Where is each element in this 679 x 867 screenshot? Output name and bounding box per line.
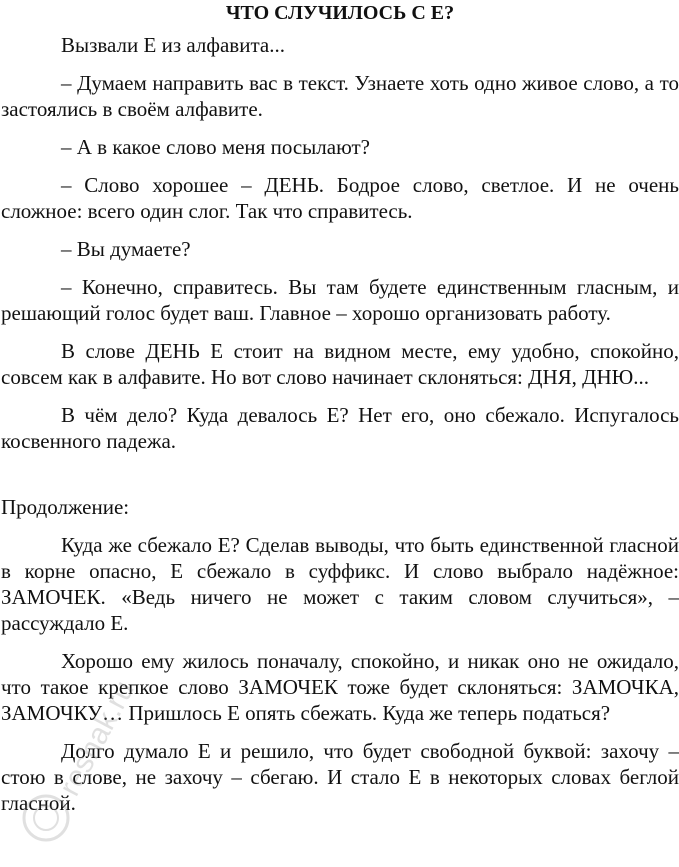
paragraph-8: В чём дело? Куда девалось Е? Нет его, оно сбежало. Испугалось косвенного падежа. <box>1 403 679 453</box>
paragraph-2: – Думаем направить вас в текст. Узнаете хоть одно живое слово, а то застоялись в своём алфавите. <box>1 71 679 121</box>
paragraph-6: – Конечно, справитесь. Вы там будете единственным гласным, и решающий голос будет ваш. Главное – хорошо организовать работу. <box>1 275 679 325</box>
document-title: ЧТО СЛУЧИЛОСЬ С Е? <box>225 2 455 24</box>
continuation-paragraph-3: Долго думало Е и решило, что будет свободной буквой: захочу – стою в слове, не захочу – сбегаю. И стало Е в некоторых словах беглой гласной. <box>1 739 679 815</box>
paragraph-7: В слове ДЕНЬ Е стоит на видном месте, ему удобно, спокойно, совсем как в алфавите. Но вот слово начинает склоняться: ДНЯ, ДНЮ... <box>1 339 679 389</box>
continuation-label: Продолжение: <box>1 495 130 519</box>
watermark-text: reshak.ru <box>53 675 141 802</box>
paragraph-3: – А в какое слово меня посылают? <box>61 135 370 159</box>
paragraph-1: Вызвали Е из алфавита... <box>61 33 285 57</box>
paragraph-4: – Слово хорошее – ДЕНЬ. Бодрое слово, светлое. И не очень сложное: всего один слог. Так что справитесь. <box>1 173 679 223</box>
continuation-paragraph-1: Куда же сбежало Е? Сделав выводы, что быть единственной гласной в корне опасно, Е сбежало в суффикс. И слово выбрало надёжное: ЗАМОЧЕК. «Ведь ничего не может с таким словом случиться», – рассуждало Е. <box>1 533 679 635</box>
continuation-paragraph-2: Хорошо ему жилось поначалу, спокойно, и никак оно не ожидало, что такое крепкое слово ЗАМОЧЕК тоже будет склоняться: ЗАМОЧКА, ЗАМОЧКУ… Пришлось Е опять сбежать. Куда же теперь податься? <box>1 649 679 725</box>
paragraph-5: – Вы думаете? <box>61 237 191 261</box>
